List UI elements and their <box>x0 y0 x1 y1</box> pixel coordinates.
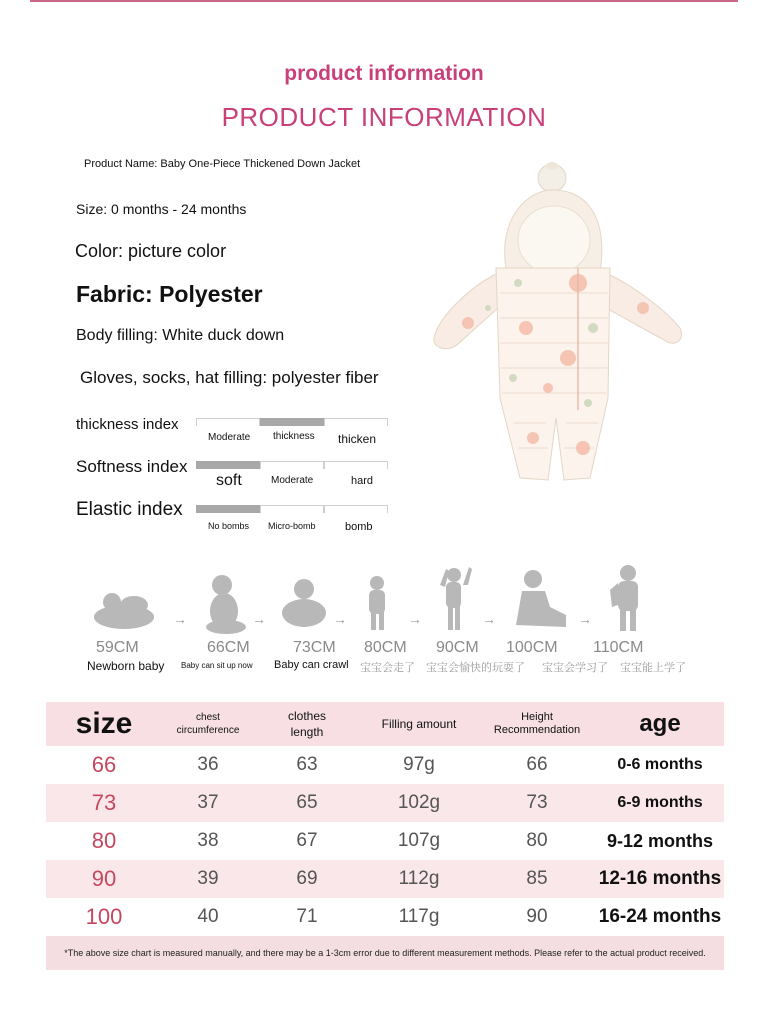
table-row <box>46 898 724 936</box>
cell-age: 6-9 months <box>617 794 703 811</box>
header-chest: chest circumference <box>176 712 240 736</box>
arrow-icon: → <box>408 611 422 627</box>
product-color: Color: picture color <box>75 241 227 261</box>
growth-height-110: 110CM <box>593 639 644 656</box>
growth-height-90: 90CM <box>436 639 479 656</box>
cell-chest: 37 <box>197 792 219 813</box>
cell-age: 12-16 months <box>598 868 722 889</box>
cell-filling: 102g <box>397 792 441 813</box>
arrow-icon: → <box>482 611 496 627</box>
cell-chest: 36 <box>197 754 219 775</box>
softness-option-2: Moderate <box>271 475 314 486</box>
cell-height: 66 <box>526 754 548 775</box>
softness-seg-3 <box>324 461 388 469</box>
header-length: clothes length <box>287 709 327 739</box>
elastic-index-bar <box>196 505 388 514</box>
elastic-index-label: Elastic index <box>76 499 183 520</box>
top-divider <box>30 0 738 2</box>
softness-seg-1 <box>196 461 260 469</box>
softness-index-bar <box>196 461 388 470</box>
cell-length: 63 <box>296 754 318 775</box>
cell-chest: 38 <box>197 830 219 851</box>
elastic-seg-3 <box>324 505 388 513</box>
growth-height-66: 66CM <box>207 639 250 656</box>
table-header-row <box>46 702 724 746</box>
cell-chest: 39 <box>197 868 219 889</box>
product-name: Product Name: Baby One-Piece Thickened Down Jacket <box>84 158 361 170</box>
cell-chest: 40 <box>197 906 219 927</box>
cell-size: 80 <box>91 828 117 853</box>
growth-label-learn: 宝宝会学习了 <box>542 662 608 674</box>
arrow-icon: → <box>333 611 347 627</box>
growth-height-100: 100CM <box>506 639 558 656</box>
cell-height: 80 <box>526 830 548 851</box>
cell-age: 16-24 months <box>598 906 722 927</box>
cell-size: 73 <box>91 790 117 815</box>
elastic-option-3: bomb <box>345 521 373 533</box>
header-age: age <box>639 710 681 737</box>
growth-label-school: 宝宝能上学了 <box>620 662 686 674</box>
thickness-option-3: thicken <box>338 432 377 446</box>
product-accessory-filling: Gloves, socks, hat filling: polyester fiber <box>80 368 379 387</box>
cell-size: 100 <box>85 904 123 929</box>
product-fabric: Fabric: Polyester <box>76 281 263 307</box>
elastic-option-2: Micro-bomb <box>268 521 316 531</box>
thickness-index-label: thickness index <box>76 416 179 433</box>
cell-length: 65 <box>296 792 318 813</box>
growth-label-play: 宝宝会愉快的玩耍了 <box>426 662 525 674</box>
arrow-icon: → <box>252 611 266 627</box>
arrow-icon: → <box>173 611 187 627</box>
thickness-index-bar <box>196 418 388 427</box>
cell-length: 67 <box>296 830 318 851</box>
product-size: Size: 0 months - 24 months <box>76 201 247 217</box>
cell-size: 66 <box>91 752 117 777</box>
growth-height-73: 73CM <box>293 639 336 656</box>
cell-length: 71 <box>296 906 318 927</box>
cell-height: 90 <box>526 906 548 927</box>
growth-label-sit: Baby can sit up now <box>181 661 253 670</box>
cell-filling: 112g <box>398 868 440 889</box>
cell-length: 69 <box>296 868 318 889</box>
softness-seg-2 <box>260 461 324 469</box>
softness-option-3: hard <box>351 475 374 487</box>
thickness-seg-1 <box>196 418 260 426</box>
growth-label-crawl: Baby can crawl <box>274 659 349 671</box>
growth-silhouettes <box>0 555 768 645</box>
table-row <box>46 784 724 822</box>
header-height: Height Recommendation <box>493 711 581 736</box>
growth-label-newborn: Newborn baby <box>87 659 165 673</box>
thickness-option-1: Moderate <box>208 432 251 443</box>
cell-age: 9-12 months <box>606 830 714 851</box>
softness-index-label: Softness index <box>76 457 188 476</box>
growth-label-walk: 宝宝会走了 <box>360 662 415 674</box>
size-table <box>46 702 724 936</box>
growth-stages <box>0 555 768 685</box>
elastic-seg-2 <box>260 505 324 513</box>
section-subtitle: PRODUCT INFORMATION <box>221 102 547 132</box>
elastic-seg-1 <box>196 505 260 513</box>
cell-size: 90 <box>91 866 117 891</box>
header-size: size <box>75 707 133 740</box>
arrow-icon: → <box>578 611 592 627</box>
thickness-seg-2 <box>260 418 324 426</box>
section-title: product information <box>284 62 484 85</box>
cell-age: 0-6 months <box>617 756 703 773</box>
snowsuit-product-image <box>428 148 688 498</box>
table-row <box>46 822 724 860</box>
cell-height: 85 <box>526 868 548 889</box>
thickness-seg-3 <box>324 418 388 426</box>
softness-option-1: soft <box>216 472 242 489</box>
cell-filling: 107g <box>397 830 441 851</box>
cell-filling: 117g <box>398 906 440 927</box>
elastic-option-1: No bombs <box>208 521 250 531</box>
table-row <box>46 860 724 898</box>
cell-height: 73 <box>526 792 548 813</box>
header-filling: Filling amount <box>381 717 457 731</box>
product-body-filling: Body filling: White duck down <box>76 327 285 344</box>
growth-height-80: 80CM <box>364 639 407 656</box>
size-chart-disclaimer: *The above size chart is measured manually, and there may be a 1-3cm error due to different measurement methods. Please refer to the actual product received. <box>46 936 724 970</box>
thickness-option-2: thickness <box>273 431 315 442</box>
table-row <box>46 746 724 784</box>
cell-filling: 97g <box>403 754 435 775</box>
growth-height-59: 59CM <box>96 639 139 656</box>
